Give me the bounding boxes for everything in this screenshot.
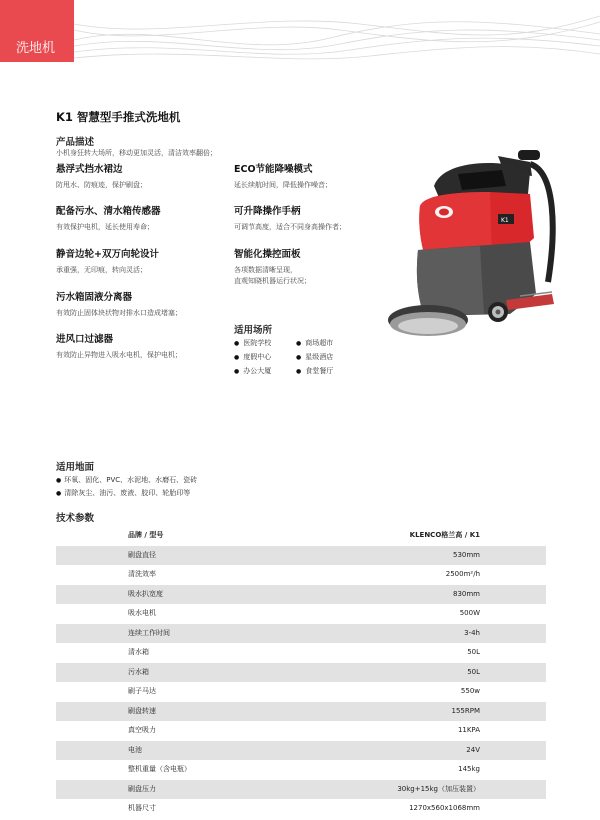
spec-row	[56, 799, 546, 819]
category-label: 洗地机	[16, 41, 56, 56]
spec-value: 155RPM	[451, 706, 480, 715]
feature-title: 智能化操控面板	[234, 249, 301, 260]
spec-value: 50L	[467, 648, 480, 656]
feature-handle	[234, 203, 346, 233]
scene-item: ● 商场超市	[296, 338, 358, 349]
description-text: 小机身狂转大场所，移动更加灵活，清洁效率翻倍；	[56, 149, 217, 157]
scene-item: ● 度假中心	[234, 352, 296, 363]
spec-row	[56, 604, 546, 624]
feature-separator	[56, 289, 182, 319]
floor-scrubber-machine-image	[380, 142, 558, 360]
feature-text: 承重强，无印痕，转向灵活；	[56, 266, 147, 274]
spec-row	[56, 546, 546, 566]
feature-text: 防甩水、防痕迹，保护刷盘；	[56, 181, 147, 189]
floors-heading: 适用地面	[56, 462, 95, 473]
scene-item: ● 办公大厦	[234, 366, 296, 377]
feature-title: ECO节能降噪模式	[234, 164, 313, 175]
feature-text: 直观知晓机器运行状况；	[234, 277, 311, 285]
feature-title: 配备污水、清水箱传感器	[56, 206, 161, 217]
spec-value: 24V	[466, 745, 480, 754]
spec-key: 刷盘转速	[128, 706, 156, 715]
spec-value: 3-4h	[464, 628, 480, 637]
spec-row	[56, 702, 546, 722]
feature-title: 静音边轮+双万向轮设计	[56, 249, 159, 260]
floors-list	[56, 474, 197, 500]
spec-row	[56, 643, 546, 663]
spec-row	[56, 682, 546, 702]
spec-key: 刷盘直径	[128, 550, 156, 559]
feature-text-block	[234, 265, 311, 287]
spec-key: 整机重量（含电瓶）	[128, 765, 191, 773]
scenes-list	[234, 338, 364, 377]
spec-header-row	[56, 526, 546, 546]
spec-key: 吸水扒宽度	[128, 589, 163, 598]
spec-key: 电池	[128, 745, 142, 754]
feature-filter	[56, 331, 182, 361]
spec-value: 1270x560x1068mm	[409, 804, 480, 812]
feature-eco	[234, 161, 332, 191]
spec-key: 清水箱	[128, 648, 149, 656]
scenes-heading: 适用场所	[234, 325, 273, 336]
floor-item: ● 清除灰尘、油污、废液、胶印、轮胎印等	[56, 487, 197, 500]
header-wave-decoration	[0, 0, 600, 62]
spec-row	[56, 565, 546, 585]
spec-row	[56, 585, 546, 605]
feature-title: 可升降操作手柄	[234, 206, 301, 217]
feature-text: 可调节高度，适合不同身高操作者；	[234, 223, 346, 231]
floor-item: ● 环氧、固化、PVC、水泥地、水磨石、瓷砖	[56, 474, 197, 487]
spec-key: 清洗效率	[128, 570, 156, 578]
spec-key: 连续工作时间	[128, 628, 170, 637]
feature-title: 污水箱固液分离器	[56, 292, 133, 303]
spec-row	[56, 624, 546, 644]
spec-row	[56, 760, 546, 780]
spec-row	[56, 741, 546, 761]
spec-value: 2500m²/h	[445, 570, 480, 578]
feature-title: 进风口过滤器	[56, 334, 114, 345]
spec-value: 550w	[460, 687, 480, 695]
spec-value: 500W	[459, 609, 480, 617]
spec-key: 刷子马达	[128, 687, 156, 695]
scene-item: ● 食堂餐厅	[296, 366, 358, 377]
spec-value: 11KPA	[457, 726, 480, 734]
feature-wheels	[56, 246, 159, 276]
feature-title: 悬浮式挡水裙边	[56, 164, 123, 175]
spec-row	[56, 780, 546, 800]
feature-skirt	[56, 161, 147, 191]
spec-key: 污水箱	[128, 667, 149, 676]
feature-panel	[234, 246, 311, 287]
spec-row	[56, 663, 546, 683]
scene-item: ● 星级酒店	[296, 352, 358, 363]
spec-row	[56, 721, 546, 741]
category-tab	[0, 0, 74, 62]
description-heading: 产品描述	[56, 137, 95, 148]
product-title: K1 智慧型手推式洗地机	[56, 110, 181, 124]
spec-key: 品牌 / 型号	[128, 531, 164, 539]
specs-table	[56, 526, 546, 819]
feature-text: 有效防止固体块状物对排水口造成堵塞；	[56, 309, 182, 317]
spec-key: 机器尺寸	[128, 804, 156, 812]
feature-text: 有效防止异物进入吸水电机，保护电机；	[56, 351, 182, 359]
scene-item: ● 医院学校	[234, 338, 296, 349]
spec-value: 830mm	[453, 589, 480, 598]
specs-heading: 技术参数	[56, 513, 95, 524]
spec-value: 30kg+15kg（加压装置）	[397, 784, 480, 793]
spec-value: 50L	[467, 667, 480, 676]
spec-key: 刷盘压力	[128, 784, 156, 793]
spec-value: KLENCO格兰高 / K1	[409, 531, 480, 539]
svg-text:K1: K1	[501, 217, 509, 224]
spec-value: 530mm	[453, 550, 480, 559]
feature-text: 各项数据清晰呈现，	[234, 266, 297, 274]
spec-key: 吸水电机	[128, 609, 156, 617]
feature-text: 有效保护电机，延长使用寿命；	[56, 223, 154, 231]
header-band	[0, 0, 600, 62]
spec-value: 145kg	[458, 765, 480, 773]
feature-sensors	[56, 203, 161, 233]
spec-key: 真空吸力	[128, 726, 156, 734]
feature-text: 延长续航时间，降低操作噪音；	[234, 181, 332, 189]
